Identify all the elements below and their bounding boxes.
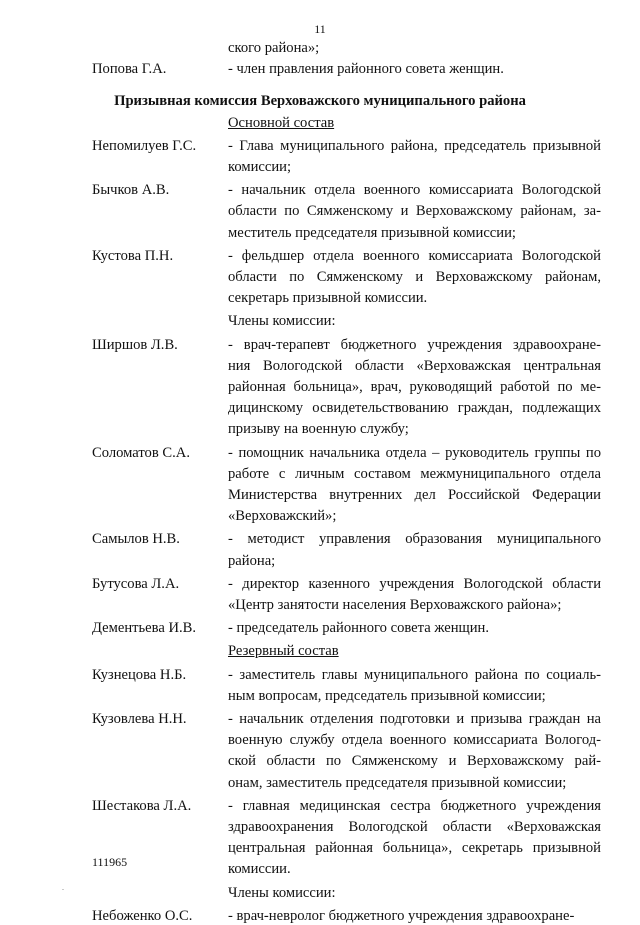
member-role-line: комиссии; bbox=[228, 159, 292, 175]
member-role-line: Министерства внутренних дел Российской Федерации bbox=[228, 487, 601, 503]
member-role-line: - помощник начальника отдела – руководитель группы по bbox=[228, 444, 601, 461]
member-role-line: военную службу отдела военного комиссариата Вологод- bbox=[228, 732, 601, 749]
member-role-line: работе с личным составом межмуниципального отдела bbox=[228, 465, 601, 482]
member-role-line: «Центр занятости населения Верховажского района»; bbox=[228, 597, 562, 613]
member-role-line: - начальник отдела военного комиссариата Вологодской bbox=[228, 182, 601, 199]
commission-title: Призывная комиссия Верховажского муниципального района bbox=[114, 93, 526, 110]
member-role-line: онам, заместитель председателя призывной комиссии; bbox=[228, 774, 567, 791]
members-heading: Члены комиссии: bbox=[228, 313, 336, 330]
member-name: Попова Г.А. bbox=[92, 61, 167, 78]
continued-line: ского района»; bbox=[228, 40, 320, 56]
member-name: Кустова П.Н. bbox=[92, 247, 174, 264]
member-role-line: - начальник отделения подготовки и призыва граждан на bbox=[228, 711, 601, 727]
section-heading: Основной состав bbox=[228, 114, 335, 131]
member-role-line: ния Вологодской области «Верховажская центральная bbox=[228, 357, 601, 374]
member-role-line: - заместитель главы муниципального района по социаль- bbox=[228, 666, 601, 683]
member-role-line: комиссии. bbox=[228, 861, 291, 878]
member-name: Небоженко О.С. bbox=[92, 907, 193, 924]
member-role-line: области по Сямженскому и Верховажскому районам, за- bbox=[228, 203, 601, 220]
document-code: 111965 bbox=[92, 855, 128, 869]
page-number: 11 bbox=[314, 22, 326, 36]
section-heading: Резервный состав bbox=[228, 643, 339, 660]
member-role-line: здравоохранения Вологодской области «Верховажская bbox=[228, 819, 601, 835]
member-name: Бутусова Л.А. bbox=[92, 575, 180, 592]
footer-mark: . bbox=[62, 883, 64, 892]
member-name: Непомилуев Г.С. bbox=[92, 137, 197, 154]
member-name: Соломатов С.А. bbox=[92, 444, 190, 461]
member-role-line: - Глава муниципального района, председатель призывной bbox=[228, 137, 601, 154]
member-role-line: района; bbox=[228, 552, 276, 569]
member-role-line: - фельдшер отдела военного комиссариата Вологодской bbox=[228, 247, 601, 264]
member-role-line: районная больница», врач, руководящий работой по ме- bbox=[228, 379, 601, 395]
member-role-line: - председатель районного совета женщин. bbox=[228, 620, 490, 637]
member-name: Самылов Н.В. bbox=[92, 531, 180, 548]
member-name: Ширшов Л.В. bbox=[92, 336, 178, 353]
member-role-line: дицинскому освидетельствованию граждан, подлежащих bbox=[228, 400, 601, 417]
member-role-line: ской области по Сямженскому и Верховажскому рай- bbox=[228, 753, 601, 770]
member-role-line: ным вопросам, председатель призывной комиссии; bbox=[228, 687, 546, 704]
member-role-line: области по Сямженскому и Верховажскому районам, bbox=[228, 269, 601, 285]
member-role-line: - директор казенного учреждения Вологодской области bbox=[228, 575, 601, 592]
member-name: Кузнецова Н.Б. bbox=[92, 666, 187, 683]
member-role-line: призыву на военную службу; bbox=[228, 421, 409, 438]
member-role-line: - главная медицинская сестра бюджетного учреждения bbox=[228, 797, 601, 814]
member-role-line: секретарь призывной комиссии. bbox=[228, 290, 428, 307]
member-role-line: - методист управления образования муниципального bbox=[228, 531, 601, 548]
members-heading: Члены комиссии: bbox=[228, 884, 336, 901]
member-name: Кузовлева Н.Н. bbox=[92, 711, 187, 727]
member-name: Дементьева И.В. bbox=[92, 620, 197, 637]
member-role-line: - врач-невролог бюджетного учреждения здравоохране- bbox=[228, 907, 575, 924]
member-role-line: - врач-терапевт бюджетного учреждения здравоохране- bbox=[228, 336, 601, 353]
member-name: Шестакова Л.А. bbox=[92, 797, 192, 814]
member-role-line: центральная районная больница», секретарь призывной bbox=[228, 840, 601, 857]
member-role-line: меститель председателя призывной комиссии; bbox=[228, 224, 516, 241]
member-role-line: «Верховажский»; bbox=[228, 508, 337, 525]
member-role-line: - член правления районного совета женщин. bbox=[228, 61, 504, 78]
member-name: Бычков А.В. bbox=[92, 182, 170, 199]
